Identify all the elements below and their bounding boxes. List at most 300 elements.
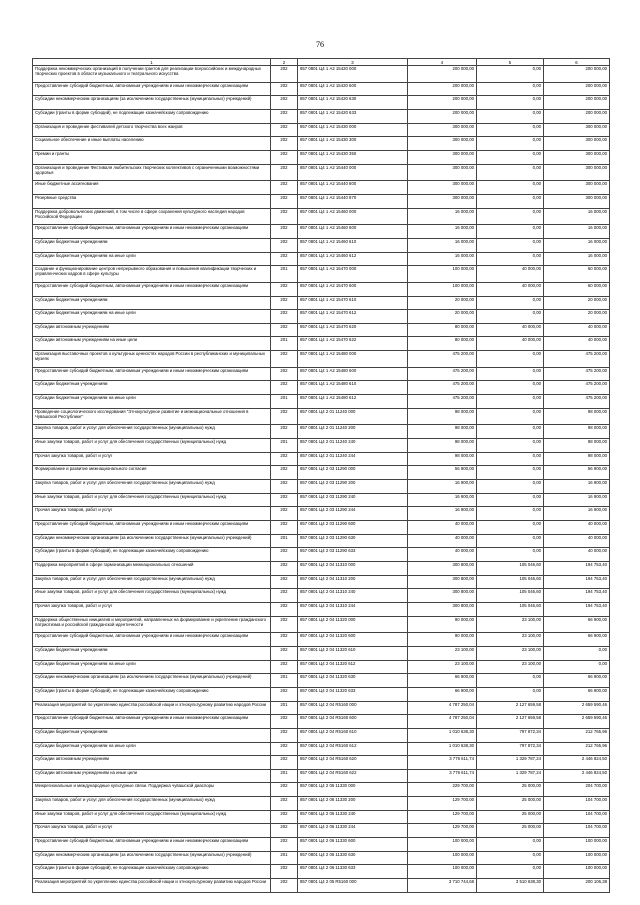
- row-amount-federal-cell: 105 046,60: [477, 561, 544, 575]
- row-amount-federal-cell: 0,00: [477, 480, 544, 494]
- row-amount-republic-cell: 40 000,00: [544, 323, 610, 337]
- row-admin-cell: 201: [271, 701, 298, 715]
- row-amount-federal-cell: 0,00: [477, 367, 544, 381]
- row-name-cell: Предоставление субсидий бюджетным, автономным учреждениям и иным некоммерческим организациям: [33, 225, 271, 239]
- row-code-cell: 857 0801 Ц4 1 А2 15420 630: [298, 96, 408, 110]
- row-admin-cell: 202: [271, 109, 298, 123]
- row-amount-republic-cell: 66 900,00: [544, 687, 610, 701]
- row-code-cell: 857 0801 Ц4 2 04 R5160 622: [298, 769, 408, 783]
- row-amount-total-cell: 23 100,00: [408, 660, 477, 674]
- row-name-cell: Межрегиональные и международные культурные связи. Поддержка чувашской диаспоры: [33, 783, 271, 797]
- table-row: [33, 575, 610, 589]
- table-row: [33, 351, 610, 368]
- row-amount-total-cell: 300 000,00: [408, 164, 477, 181]
- row-admin-cell: 202: [271, 323, 298, 337]
- row-amount-federal-cell: 0,00: [477, 493, 544, 507]
- row-amount-federal-cell: 40 000,00: [477, 282, 544, 296]
- row-amount-republic-cell: 16 000,00: [544, 208, 610, 225]
- row-name-cell: Субсидии (гранты в форме субсидий), не подлежащие казначейскому сопровождению: [33, 687, 271, 701]
- row-amount-federal-cell: 40 000,00: [477, 323, 544, 337]
- row-amount-republic-cell: 212 765,96: [544, 742, 610, 756]
- row-amount-republic-cell: 104 700,00: [544, 810, 610, 824]
- table-row: [33, 646, 610, 660]
- row-amount-total-cell: 100 000,00: [408, 865, 477, 879]
- row-name-cell: Резервные средства: [33, 194, 271, 208]
- table-row: [33, 194, 610, 208]
- row-amount-total-cell: 129 700,00: [408, 810, 477, 824]
- row-admin-cell: 202: [271, 425, 298, 439]
- table-row: [33, 838, 610, 852]
- row-name-cell: Иные закупки товаров, работ и услуг для обеспечения государственных (муниципальных) нужд: [33, 493, 271, 507]
- row-name-cell: Субсидии бюджетным учреждениям на иные цели: [33, 252, 271, 266]
- row-name-cell: Субсидии некоммерческим организациям (за исключением государственных (муниципальных) учреждений): [33, 674, 271, 688]
- row-code-cell: 857 0801 Ц4 2 01 11240 244: [298, 452, 408, 466]
- row-amount-federal-cell: 105 046,60: [477, 589, 544, 603]
- row-amount-federal-cell: 0,00: [477, 296, 544, 310]
- row-code-cell: 857 0801 Ц4 2 04 11310 000: [298, 561, 408, 575]
- row-code-cell: 857 0801 Ц4 1 А2 15440 000: [298, 164, 408, 181]
- table-row: [33, 66, 610, 83]
- row-amount-total-cell: 300 800,00: [408, 589, 477, 603]
- table-row: [33, 395, 610, 409]
- row-name-cell: Закупка товаров, работ и услуг для обеспечения государственных (муниципальных) нужд: [33, 480, 271, 494]
- row-amount-federal-cell: 0,00: [477, 109, 544, 123]
- table-row: [33, 674, 610, 688]
- row-code-cell: 857 0801 Ц4 1 А2 15420 000: [298, 66, 408, 83]
- row-admin-cell: 202: [271, 561, 298, 575]
- row-name-cell: Иные закупки товаров, работ и услуг для обеспечения государственных (муниципальных) нужд: [33, 439, 271, 453]
- row-admin-cell: 202: [271, 783, 298, 797]
- row-code-cell: 857 0801 Ц4 2 01 11240 200: [298, 425, 408, 439]
- row-code-cell: 857 0801 Ц4 1 А2 15480 612: [298, 395, 408, 409]
- table-row: [33, 96, 610, 110]
- row-admin-cell: 202: [271, 150, 298, 164]
- table-header-row: [33, 59, 610, 66]
- column-header-1: 1: [33, 59, 271, 66]
- row-amount-total-cell: 129 700,00: [408, 797, 477, 811]
- row-amount-republic-cell: 200 000,00: [544, 96, 610, 110]
- table-row: [33, 252, 610, 266]
- row-name-cell: Формирование и развитие межнационального согласия: [33, 466, 271, 480]
- column-header-2: 2: [271, 59, 298, 66]
- row-admin-cell: 201: [271, 266, 298, 283]
- table-row: [33, 296, 610, 310]
- table-row: [33, 323, 610, 337]
- row-amount-republic-cell: 475 200,00: [544, 367, 610, 381]
- row-amount-republic-cell: 66 900,00: [544, 633, 610, 647]
- row-amount-federal-cell: 0,00: [477, 150, 544, 164]
- row-admin-cell: 202: [271, 797, 298, 811]
- row-amount-republic-cell: 194 753,40: [544, 589, 610, 603]
- row-amount-republic-cell: 56 900,00: [544, 466, 610, 480]
- table-row: [33, 381, 610, 395]
- row-amount-federal-cell: 0,00: [477, 521, 544, 535]
- table-row: [33, 797, 610, 811]
- table-row: [33, 507, 610, 521]
- row-amount-republic-cell: 0,00: [544, 660, 610, 674]
- row-name-cell: Социальное обеспечение и иные выплаты населению: [33, 137, 271, 151]
- row-amount-republic-cell: 98 000,00: [544, 425, 610, 439]
- row-code-cell: 857 0801 Ц4 1 А2 15470 610: [298, 296, 408, 310]
- row-name-cell: Субсидии бюджетным учреждениям: [33, 646, 271, 660]
- table-row: [33, 769, 610, 783]
- row-amount-republic-cell: 2 446 824,50: [544, 769, 610, 783]
- row-code-cell: 857 0801 Ц4 2 04 R5160 612: [298, 742, 408, 756]
- row-code-cell: 857 0801 Ц4 2 06 11330 240: [298, 810, 408, 824]
- row-admin-cell: 202: [271, 296, 298, 310]
- row-amount-federal-cell: 0,00: [477, 238, 544, 252]
- table-row: [33, 493, 610, 507]
- row-amount-republic-cell: 16 900,00: [544, 493, 610, 507]
- row-admin-cell: 202: [271, 252, 298, 266]
- row-name-cell: Субсидии бюджетным учреждениям на иные цели: [33, 742, 271, 756]
- row-code-cell: 857 0801 Ц4 2 04 R5160 610: [298, 728, 408, 742]
- row-admin-cell: 202: [271, 96, 298, 110]
- row-amount-federal-cell: 0,00: [477, 194, 544, 208]
- row-name-cell: Субсидии бюджетным учреждениям на иные цели: [33, 395, 271, 409]
- table-row: [33, 137, 610, 151]
- table-row: [33, 82, 610, 96]
- row-code-cell: 857 0801 Ц4 1 А2 15460 612: [298, 252, 408, 266]
- row-name-cell: Закупка товаров, работ и услуг для обеспечения государственных (муниципальных) нужд: [33, 575, 271, 589]
- row-amount-total-cell: 100 000,00: [408, 838, 477, 852]
- row-amount-republic-cell: 475 200,00: [544, 351, 610, 368]
- row-amount-republic-cell: 200 106,38: [544, 879, 610, 893]
- row-name-cell: Субсидии (гранты в форме субсидий), не подлежащие казначейскому сопровождению: [33, 865, 271, 879]
- row-amount-federal-cell: 2 127 659,58: [477, 715, 544, 729]
- row-name-cell: Прочая закупка товаров, работ и услуг: [33, 452, 271, 466]
- table-row: [33, 742, 610, 756]
- row-amount-republic-cell: 100 000,00: [544, 851, 610, 865]
- row-amount-federal-cell: 0,00: [477, 66, 544, 83]
- row-admin-cell: 201: [271, 395, 298, 409]
- row-admin-cell: 202: [271, 728, 298, 742]
- row-amount-total-cell: 100 000,00: [408, 266, 477, 283]
- row-amount-federal-cell: 0,00: [477, 452, 544, 466]
- row-amount-federal-cell: 0,00: [477, 123, 544, 137]
- row-name-cell: Субсидии автономным учреждениям: [33, 323, 271, 337]
- row-name-cell: Субсидии автономным учреждениям на иные цели: [33, 337, 271, 351]
- row-code-cell: 857 0801 Ц4 1 А2 15470 622: [298, 337, 408, 351]
- row-amount-federal-cell: 0,00: [477, 351, 544, 368]
- row-amount-federal-cell: 23 100,00: [477, 646, 544, 660]
- row-name-cell: Проведение социологического исследования "Этнокультурное развитие и межнациональные отношения в Чувашской Республике": [33, 408, 271, 425]
- row-amount-total-cell: 3 776 611,74: [408, 756, 477, 770]
- row-amount-republic-cell: 300 000,00: [544, 150, 610, 164]
- row-amount-total-cell: 200 000,00: [408, 96, 477, 110]
- row-amount-republic-cell: 194 753,40: [544, 575, 610, 589]
- row-code-cell: 857 0801 Ц4 1 А2 15470 612: [298, 310, 408, 324]
- row-amount-federal-cell: 25 000,00: [477, 797, 544, 811]
- row-admin-cell: 202: [271, 521, 298, 535]
- table-row: [33, 208, 610, 225]
- table-row: [33, 123, 610, 137]
- row-amount-federal-cell: 0,00: [477, 252, 544, 266]
- row-name-cell: Поддержка мероприятий в сфере гармонизации межнациональных отношений: [33, 561, 271, 575]
- column-header-5: 5: [477, 59, 544, 66]
- row-amount-total-cell: 16 000,00: [408, 208, 477, 225]
- row-amount-total-cell: 200 000,00: [408, 82, 477, 96]
- row-amount-federal-cell: 797 872,34: [477, 742, 544, 756]
- row-admin-cell: 202: [271, 137, 298, 151]
- row-amount-federal-cell: 23 100,00: [477, 616, 544, 633]
- row-amount-republic-cell: 100 000,00: [544, 865, 610, 879]
- row-amount-total-cell: 98 000,00: [408, 425, 477, 439]
- row-code-cell: 857 0801 Ц4 2 04 R5160 620: [298, 756, 408, 770]
- row-name-cell: Предоставление субсидий бюджетным, автономным учреждениям и иным некоммерческим организациям: [33, 715, 271, 729]
- row-amount-republic-cell: 20 000,00: [544, 310, 610, 324]
- table-row: [33, 337, 610, 351]
- row-name-cell: Субсидии бюджетным учреждениям: [33, 728, 271, 742]
- row-amount-republic-cell: 20 000,00: [544, 296, 610, 310]
- row-amount-total-cell: 300 800,00: [408, 575, 477, 589]
- row-amount-total-cell: 16 000,00: [408, 238, 477, 252]
- row-amount-republic-cell: 40 000,00: [544, 521, 610, 535]
- table-row: [33, 534, 610, 548]
- row-amount-federal-cell: 0,00: [477, 534, 544, 548]
- row-admin-cell: 202: [271, 82, 298, 96]
- row-amount-republic-cell: 104 700,00: [544, 797, 610, 811]
- row-admin-cell: 201: [271, 337, 298, 351]
- row-amount-federal-cell: 0,00: [477, 137, 544, 151]
- row-code-cell: 857 0801 Ц4 2 06 11330 633: [298, 865, 408, 879]
- row-amount-federal-cell: 0,00: [477, 208, 544, 225]
- row-amount-total-cell: 300 000,00: [408, 123, 477, 137]
- row-name-cell: Субсидии бюджетным учреждениям на иные цели: [33, 660, 271, 674]
- row-admin-cell: 202: [271, 548, 298, 562]
- row-amount-total-cell: 300 000,00: [408, 137, 477, 151]
- row-admin-cell: 201: [271, 769, 298, 783]
- row-code-cell: 857 0801 Ц4 2 03 11290 240: [298, 493, 408, 507]
- page-number: 76: [316, 40, 324, 49]
- row-admin-cell: 202: [271, 838, 298, 852]
- row-name-cell: Предоставление субсидий бюджетным, автономным учреждениям и иным некоммерческим организациям: [33, 282, 271, 296]
- row-amount-republic-cell: 98 000,00: [544, 452, 610, 466]
- row-amount-total-cell: 66 900,00: [408, 674, 477, 688]
- row-code-cell: 857 0801 Ц4 1 А2 15460 610: [298, 238, 408, 252]
- row-amount-republic-cell: 60 000,00: [544, 282, 610, 296]
- budget-table: [32, 58, 610, 893]
- row-amount-federal-cell: 0,00: [477, 507, 544, 521]
- row-admin-cell: 202: [271, 660, 298, 674]
- row-admin-cell: 202: [271, 616, 298, 633]
- row-code-cell: 857 0801 Ц4 1 А2 15480 610: [298, 381, 408, 395]
- row-name-cell: Предоставление субсидий бюджетным, автономным учреждениям и иным некоммерческим организациям: [33, 367, 271, 381]
- table-row: [33, 266, 610, 283]
- row-admin-cell: 202: [271, 589, 298, 603]
- row-code-cell: 857 0801 Ц4 1 А2 15460 000: [298, 208, 408, 225]
- row-amount-federal-cell: 0,00: [477, 408, 544, 425]
- row-code-cell: 857 0801 Ц4 2 04 11320 612: [298, 660, 408, 674]
- row-amount-republic-cell: 2 659 590,46: [544, 701, 610, 715]
- row-amount-total-cell: 200 000,00: [408, 66, 477, 83]
- row-amount-total-cell: 4 787 250,04: [408, 701, 477, 715]
- row-code-cell: 857 0801 Ц4 2 01 11240 000: [298, 408, 408, 425]
- row-amount-total-cell: 16 000,00: [408, 252, 477, 266]
- column-header-6: 6: [544, 59, 610, 66]
- row-amount-total-cell: 1 010 638,30: [408, 742, 477, 756]
- row-admin-cell: 202: [271, 810, 298, 824]
- column-header-4: 4: [408, 59, 477, 66]
- row-admin-cell: 202: [271, 466, 298, 480]
- row-code-cell: 857 0801 Ц4 2 03 11290 600: [298, 521, 408, 535]
- row-amount-total-cell: 40 000,00: [408, 534, 477, 548]
- row-name-cell: Субсидии некоммерческим организациям (за исключением государственных (муниципальных) учреждений): [33, 851, 271, 865]
- row-amount-total-cell: 98 000,00: [408, 408, 477, 425]
- row-amount-republic-cell: 200 000,00: [544, 82, 610, 96]
- row-name-cell: Поддержка некоммерческих организаций в получении грантов для реализации всероссийских и международных творческих проектов в области музыкального и театрального искусства: [33, 66, 271, 83]
- table-row: [33, 181, 610, 195]
- row-name-cell: Организация выставочных проектов о культурных ценностях народов России в республиканских и муниципальных музеях: [33, 351, 271, 368]
- row-amount-federal-cell: 3 510 638,30: [477, 879, 544, 893]
- table-row: [33, 633, 610, 647]
- row-name-cell: Прочая закупка товаров, работ и услуг: [33, 824, 271, 838]
- table-row: [33, 439, 610, 453]
- row-amount-republic-cell: 40 000,00: [544, 534, 610, 548]
- row-code-cell: 857 0801 Ц4 2 06 11330 630: [298, 851, 408, 865]
- row-amount-republic-cell: 40 000,00: [544, 548, 610, 562]
- row-amount-total-cell: 300 800,00: [408, 561, 477, 575]
- table-row: [33, 783, 610, 797]
- row-admin-cell: 202: [271, 715, 298, 729]
- row-amount-federal-cell: 0,00: [477, 674, 544, 688]
- row-admin-cell: 202: [271, 493, 298, 507]
- row-admin-cell: 202: [271, 225, 298, 239]
- row-amount-federal-cell: 105 046,60: [477, 602, 544, 616]
- table-row: [33, 521, 610, 535]
- row-amount-total-cell: 16 900,00: [408, 493, 477, 507]
- row-admin-cell: 202: [271, 408, 298, 425]
- row-amount-republic-cell: 98 000,00: [544, 439, 610, 453]
- row-amount-republic-cell: 16 000,00: [544, 238, 610, 252]
- row-amount-federal-cell: 0,00: [477, 865, 544, 879]
- row-admin-cell: 202: [271, 208, 298, 225]
- row-code-cell: 857 0801 Ц4 2 03 11290 244: [298, 507, 408, 521]
- row-amount-federal-cell: 23 100,00: [477, 633, 544, 647]
- row-amount-total-cell: 300 000,00: [408, 181, 477, 195]
- row-amount-total-cell: 475 200,00: [408, 351, 477, 368]
- row-admin-cell: 202: [271, 351, 298, 368]
- row-amount-federal-cell: 1 329 787,24: [477, 756, 544, 770]
- row-code-cell: 857 0801 Ц4 1 А2 15480 600: [298, 367, 408, 381]
- row-amount-republic-cell: 200 000,00: [544, 66, 610, 83]
- row-amount-total-cell: 3 710 744,68: [408, 879, 477, 893]
- row-amount-federal-cell: 0,00: [477, 548, 544, 562]
- row-amount-total-cell: 100 000,00: [408, 851, 477, 865]
- row-code-cell: 857 0801 Ц4 2 01 11240 240: [298, 439, 408, 453]
- row-admin-cell: 202: [271, 66, 298, 83]
- row-code-cell: 857 0801 Ц4 2 05 R5160 000: [298, 879, 408, 893]
- table-row: [33, 728, 610, 742]
- row-amount-total-cell: 66 900,00: [408, 687, 477, 701]
- row-amount-republic-cell: 300 000,00: [544, 164, 610, 181]
- row-name-cell: Субсидии бюджетным учреждениям: [33, 381, 271, 395]
- row-amount-republic-cell: 66 900,00: [544, 616, 610, 633]
- row-admin-cell: 201: [271, 534, 298, 548]
- row-amount-republic-cell: 16 900,00: [544, 507, 610, 521]
- row-name-cell: Закупка товаров, работ и услуг для обеспечения государственных (муниципальных) нужд: [33, 797, 271, 811]
- row-code-cell: 857 0801 Ц4 2 04 11320 610: [298, 646, 408, 660]
- row-amount-total-cell: 23 100,00: [408, 646, 477, 660]
- row-amount-federal-cell: 23 100,00: [477, 660, 544, 674]
- row-amount-total-cell: 16 900,00: [408, 480, 477, 494]
- row-code-cell: 857 0801 Ц4 1 А2 15470 000: [298, 266, 408, 283]
- table-row: [33, 660, 610, 674]
- row-code-cell: 857 0801 Ц4 1 А2 15440 870: [298, 194, 408, 208]
- row-name-cell: Субсидии некоммерческим организациям (за исключением государственных (муниципальных) учреждений): [33, 96, 271, 110]
- row-code-cell: 857 0801 Ц4 2 06 11330 200: [298, 797, 408, 811]
- row-amount-federal-cell: 0,00: [477, 687, 544, 701]
- table-row: [33, 810, 610, 824]
- table-row: [33, 452, 610, 466]
- row-admin-cell: 202: [271, 123, 298, 137]
- row-name-cell: Реализация мероприятий по укреплению единства российской нации и этнокультурному развитию народов России: [33, 701, 271, 715]
- table-row: [33, 282, 610, 296]
- row-amount-total-cell: 300 800,00: [408, 602, 477, 616]
- row-amount-total-cell: 475 200,00: [408, 395, 477, 409]
- table-row: [33, 851, 610, 865]
- row-name-cell: Поддержка общественных инициатив и мероприятий, направленных на формирование и укрепление гражданского патриотизма и российской гражданской идентичности: [33, 616, 271, 633]
- row-name-cell: Предоставление субсидий бюджетным, автономным учреждениям и иным некоммерческим организациям: [33, 633, 271, 647]
- row-amount-total-cell: 129 700,00: [408, 824, 477, 838]
- table-row: [33, 687, 610, 701]
- table-row: [33, 701, 610, 715]
- table-row: [33, 367, 610, 381]
- row-amount-total-cell: 475 200,00: [408, 367, 477, 381]
- table-row: [33, 466, 610, 480]
- row-name-cell: Субсидии некоммерческим организациям (за исключением государственных (муниципальных) учреждений): [33, 534, 271, 548]
- row-name-cell: Субсидии (гранты в форме субсидий), не подлежащие казначейскому сопровождению: [33, 109, 271, 123]
- table-row: [33, 425, 610, 439]
- row-name-cell: Субсидии бюджетным учреждениям на иные цели: [33, 310, 271, 324]
- row-amount-total-cell: 90 000,00: [408, 633, 477, 647]
- row-code-cell: 857 0801 Ц4 2 04 11320 630: [298, 674, 408, 688]
- row-amount-federal-cell: 0,00: [477, 225, 544, 239]
- row-admin-cell: 202: [271, 238, 298, 252]
- row-code-cell: 857 0801 Ц4 2 04 R5160 600: [298, 715, 408, 729]
- row-name-cell: Реализация мероприятий по укреплению единства российской нации и этнокультурному развитию народов России: [33, 879, 271, 893]
- table-row: [33, 589, 610, 603]
- table-row: [33, 616, 610, 633]
- row-name-cell: Субсидии (гранты в форме субсидий), не подлежащие казначейскому сопровождению: [33, 548, 271, 562]
- row-amount-total-cell: 100 000,00: [408, 282, 477, 296]
- table-row: [33, 150, 610, 164]
- row-amount-total-cell: 300 000,00: [408, 150, 477, 164]
- row-admin-cell: 201: [271, 851, 298, 865]
- table-row: [33, 824, 610, 838]
- row-amount-republic-cell: 475 200,00: [544, 395, 610, 409]
- table-row: [33, 756, 610, 770]
- row-amount-total-cell: 229 700,00: [408, 783, 477, 797]
- row-name-cell: Поддержка добровольческих движений, в том числе в сфере сохранения культурного наследия народов Российской Федерации: [33, 208, 271, 225]
- table-row: [33, 408, 610, 425]
- row-amount-total-cell: 20 000,00: [408, 310, 477, 324]
- row-amount-republic-cell: 2 446 824,50: [544, 756, 610, 770]
- row-admin-cell: 202: [271, 381, 298, 395]
- row-amount-republic-cell: 16 000,00: [544, 252, 610, 266]
- row-name-cell: Организация и проведение Фестиваля любительских творческих коллективов с ограниченными возможностями здоровья: [33, 164, 271, 181]
- row-amount-federal-cell: 0,00: [477, 310, 544, 324]
- row-name-cell: Иные закупки товаров, работ и услуг для обеспечения государственных (муниципальных) нужд: [33, 589, 271, 603]
- row-name-cell: Создание и функционирование центров непрерывного образования и повышения квалификации творческих и управленческих кадров в сфере культуры: [33, 266, 271, 283]
- table-row: [33, 865, 610, 879]
- row-admin-cell: 202: [271, 824, 298, 838]
- row-name-cell: Субсидии автономным учреждениям на иные цели: [33, 769, 271, 783]
- row-amount-federal-cell: 40 000,00: [477, 337, 544, 351]
- row-amount-federal-cell: 0,00: [477, 82, 544, 96]
- row-amount-federal-cell: 0,00: [477, 181, 544, 195]
- table-row: [33, 480, 610, 494]
